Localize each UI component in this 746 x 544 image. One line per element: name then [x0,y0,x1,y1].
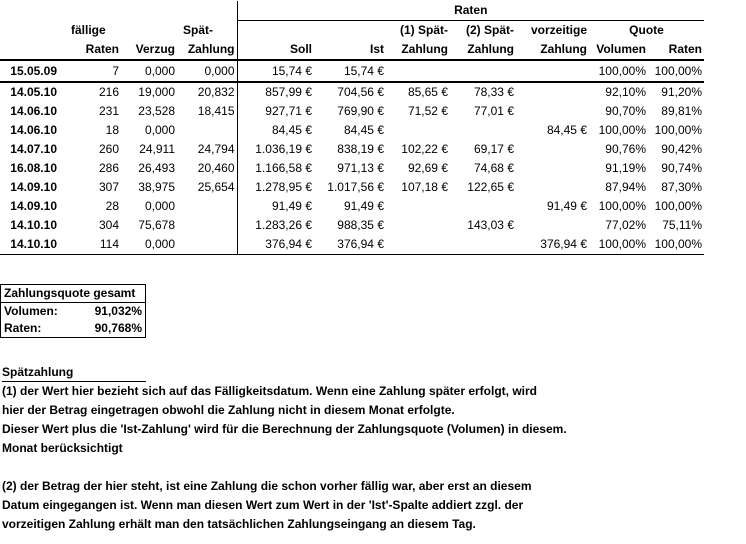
row-vorz: 91,49 € [546,199,587,213]
header-verzug: Verzug [121,40,177,60]
row-sp1 [386,235,450,255]
row-date: 14.09.10 [10,199,57,213]
row-raten: 307 [98,180,119,194]
row-soll: 84,45 € [271,123,312,137]
row-quote-raten: 100,00% [654,199,702,213]
notes-section [2,363,742,534]
summary-title: Zahlungsquote gesamt [1,285,146,303]
row-spaet: 24,794 [177,140,237,159]
header-row-1 [0,21,704,41]
note-1-line-2: hier der Betrag eingetragen obwohl die Zahlung nicht in diesem Monat erfolgte. [2,403,455,417]
row-sp2 [450,60,516,82]
header-ist: Ist [314,40,386,60]
row-soll: 857,99 € [265,85,312,99]
row-vorz [516,82,589,102]
header-spaet-1: (1) Spät- [400,23,448,37]
row-quote-raten: 91,20% [661,85,702,99]
row-vorz [516,60,589,82]
row-spaet [177,216,237,235]
row-sp1: 92,69 € [407,161,448,175]
row-ist: 91,49 € [343,199,384,213]
row-sp2: 122,65 € [467,180,514,194]
row-vorz [516,140,589,159]
row-raten: 304 [98,218,119,232]
row-sp1: 85,65 € [407,85,448,99]
header-volumen: Volumen [589,40,648,60]
row-vorz [516,102,589,121]
table-row [0,235,704,255]
row-sp2: 143,03 € [467,218,514,232]
row-quote-raten: 75,11% [662,218,702,232]
table-row [0,216,704,235]
row-sp2 [450,121,516,140]
row-quote-volumen: 90,70% [605,104,646,118]
summary-raten-value: 90,768% [94,321,142,335]
row-quote-volumen: 100,00% [598,123,646,137]
row-ist: 376,94 € [314,235,386,255]
row-spaet [177,235,237,255]
table-row [0,140,704,159]
row-quote-volumen: 91,19% [605,161,646,175]
row-vorz [516,216,589,235]
row-soll: 1.036,19 € [255,142,312,156]
row-sp1 [386,216,450,235]
row-vorz [516,159,589,178]
header-spaet-2: (2) Spät- [466,23,514,37]
row-raten: 28 [105,199,119,213]
note-2-line-2: Datum eingegangen ist. Wenn man diesen Wert zum Wert in der 'Ist'-Spalte addiert zzgl. der [2,498,524,512]
row-quote-raten: 100,00% [648,60,704,82]
notes-heading: Spätzahlung [2,364,146,382]
row-sp1: 107,18 € [401,180,448,194]
note-2-line-3: vorzeitigen Zahlung erhält man den tatsächlichen Zahlungseingang an diesem Tag. [2,517,476,531]
row-sp2 [450,235,516,255]
row-date: 14.06.10 [10,104,57,118]
row-sp1: 71,52 € [407,104,448,118]
row-quote-volumen: 100,00% [598,199,646,213]
row-sp1 [386,60,450,82]
row-date: 14.10.10 [10,218,57,232]
row-raten: 7 [59,60,121,82]
row-raten: 286 [98,161,119,175]
row-raten: 260 [98,142,119,156]
row-sp1 [386,197,450,216]
row-ist: 1.017,56 € [327,180,384,194]
table-row [0,197,704,216]
row-spaet: 0,000 [177,60,237,82]
row-spaet: 18,415 [177,102,237,121]
row-quote-volumen: 92,10% [605,85,646,99]
note-1-line-1: (1) der Wert hier bezieht sich auf das Fälligkeitsdatum. Wenn eine Zahlung später erfolgt, wird [2,384,537,398]
row-sp2 [450,197,516,216]
row-raten: 114 [59,235,121,255]
row-verzug: 0,000 [121,60,177,82]
row-ist: 838,19 € [337,142,384,156]
row-raten: 216 [98,85,119,99]
row-spaet [177,197,237,216]
header-zahlung-3: Zahlung [516,40,589,60]
row-raten: 18 [105,123,119,137]
row-verzug: 0,000 [144,199,175,213]
row-vorz: 84,45 € [546,123,587,137]
row-quote-raten: 100,00% [648,235,704,255]
row-soll: 376,94 € [237,235,314,255]
row-verzug: 24,911 [139,142,175,156]
row-ist: 988,35 € [337,218,384,232]
header-faellige: fällige [71,22,106,37]
row-spaet: 20,460 [177,159,237,178]
row-verzug: 38,975 [138,180,175,194]
row-verzug: 0,000 [144,123,175,137]
row-quote-volumen: 100,00% [589,60,648,82]
table-row [0,178,704,197]
table-row [0,102,704,121]
row-ist: 769,90 € [337,104,384,118]
row-verzug: 19,000 [138,85,175,99]
row-soll: 1.166,58 € [255,161,312,175]
row-quote-raten: 90,42% [661,142,702,156]
payment-table [0,1,704,255]
row-verzug: 0,000 [121,235,177,255]
row-date: 15.05.09 [0,60,59,82]
summary-volumen-label: Volumen: [4,304,58,318]
row-quote-raten: 100,00% [654,123,702,137]
row-sp2: 69,17 € [473,142,514,156]
row-spaet: 25,654 [177,178,237,197]
row-sp2: 78,33 € [473,85,514,99]
row-raten: 231 [98,104,119,118]
note-1-line-3: Dieser Wert plus die 'Ist-Zahlung' wird für die Berechnung der Zahlungsquote (Volumen) in diesem. [2,422,567,436]
row-soll: 927,71 € [265,104,312,118]
header-soll: Soll [237,40,314,60]
header-zahlung-2: Zahlung [450,40,516,60]
row-quote-volumen: 77,02% [605,218,646,232]
row-soll: 1.278,95 € [255,180,312,194]
row-date: 14.06.10 [10,123,57,137]
row-quote-raten: 90,74% [661,161,702,175]
header-row-2 [0,40,704,60]
header-zahlung-1: Zahlung [386,40,450,60]
row-soll: 91,49 € [271,199,312,213]
row-date: 14.05.10 [10,85,57,99]
note-1-line-4: Monat berücksichtigt [2,441,123,455]
table-row [0,159,704,178]
row-date: 14.10.10 [0,235,59,255]
row-ist: 704,56 € [337,85,384,99]
header-raten: Raten [59,40,121,60]
row-verzug: 23,528 [138,104,175,118]
note-2-line-1: (2) der Betrag der hier steht, ist eine Zahlung die schon vorher fällig war, aber erst an diesem [2,479,532,493]
summary-box [0,284,146,338]
row-quote-raten: 89,81% [661,104,702,118]
row-ist: 971,13 € [337,161,384,175]
row-quote-volumen: 87,94% [605,180,646,194]
row-verzug: 75,678 [138,218,175,232]
row-date: 14.09.10 [10,180,57,194]
header-vorzeitige: vorzeitige [530,23,587,37]
row-date: 14.07.10 [10,142,57,156]
row-sp2: 74,68 € [473,161,514,175]
row-quote-volumen: 100,00% [589,235,648,255]
raten-group-header: Raten [237,1,704,21]
row-quote-volumen: 90,76% [605,142,646,156]
row-sp2: 77,01 € [473,104,514,118]
row-soll: 15,74 € [237,60,314,82]
table-row [0,121,704,140]
header-zahlung: Zahlung [177,40,237,60]
header-raten-quote: Raten [648,40,704,60]
row-ist: 84,45 € [343,123,384,137]
row-ist: 15,74 € [314,60,386,82]
summary-raten-label: Raten: [4,321,42,335]
row-spaet [177,121,237,140]
row-verzug: 26,493 [138,161,175,175]
row-sp1: 102,22 € [401,142,448,156]
header-spaet: Spät- [177,21,237,41]
row-quote-raten: 87,30% [661,180,702,194]
row-spaet: 20,832 [177,82,237,102]
row-vorz: 376,94 € [516,235,589,255]
summary-volumen-value: 91,032% [94,304,142,318]
row-sp1 [386,121,450,140]
header-quote: Quote [629,23,664,37]
header-row-group [0,1,704,21]
row-date: 16.08.10 [10,161,57,175]
table-row [0,82,704,102]
row-soll: 1.283,26 € [255,218,312,232]
table-row-first [0,60,704,82]
row-vorz [516,178,589,197]
